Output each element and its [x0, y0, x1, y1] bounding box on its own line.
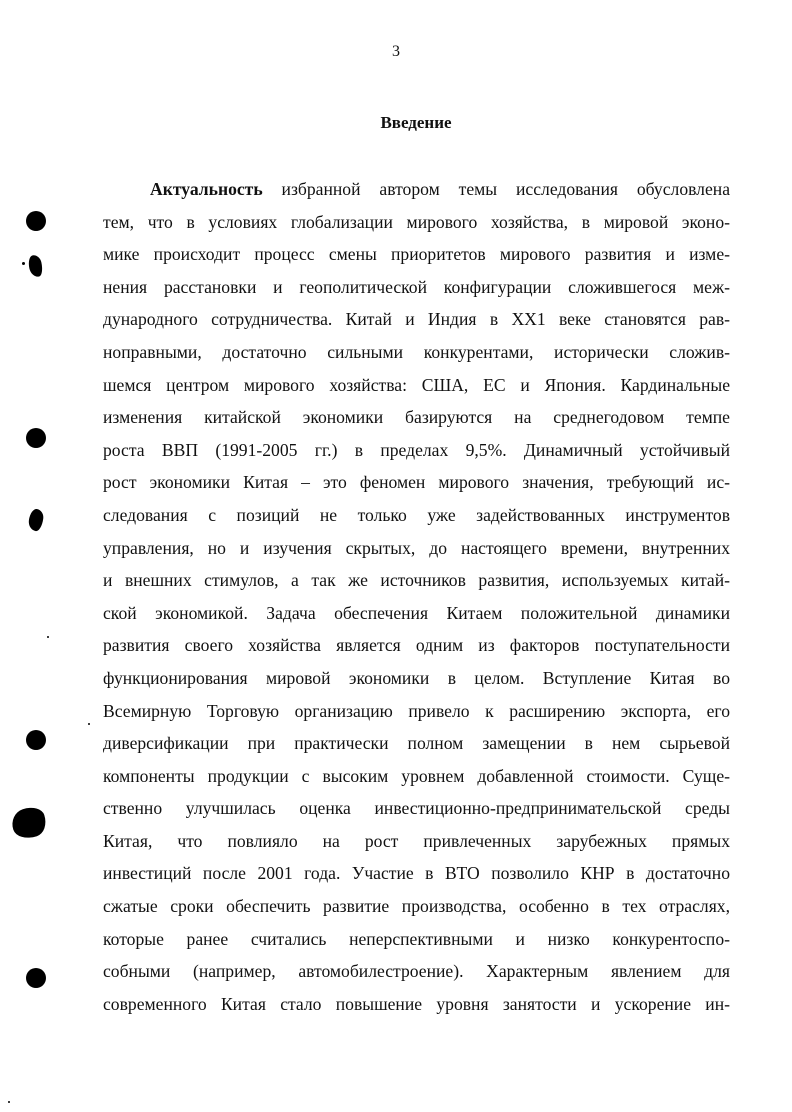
scan-speck-1 [47, 636, 49, 638]
paragraph-line: дународного сотрудничества. Китай и Индия в XX1 веке становятся рав- [103, 309, 730, 330]
paragraph-line: инвестиций после 2001 года. Участие в ВТО позволило КНР в достаточно [103, 863, 730, 884]
paragraph-line [103, 173, 730, 206]
paragraph-line: сжатые сроки обеспечить развитие производства, особенно в тех отраслях, [103, 896, 730, 917]
paragraph-line: нения расстановки и геополитической конфигурации сложившегося меж- [103, 276, 730, 297]
paragraph-line: и внешних стимулов, а так же источников развития, используемых китай- [103, 570, 730, 591]
paragraph-line: ноправными, достаточно сильными конкурентами, исторически сложив- [103, 341, 730, 362]
scan-blot-2 [28, 508, 45, 532]
paragraph-line: изменения китайской экономики базируются на среднегодовом темпе [103, 407, 730, 428]
paragraph-line: компоненты продукции с высоким уровнем добавленной стоимости. Суще- [103, 765, 730, 786]
paragraph-line: шемся центром мирового хозяйства: США, ЕС и Япония. Кардинальные [103, 374, 730, 395]
paragraph-line: Китая, что повлияло на рост привлеченных зарубежных прямых [103, 830, 730, 851]
lead-term: Актуальность [150, 179, 263, 199]
paragraph-line: Всемирную Торговую организацию привело к расширению экспорта, его [103, 700, 730, 721]
paragraph-line: развития своего хозяйства является одним из факторов поступательности [103, 635, 730, 656]
binding-hole-1 [26, 211, 46, 231]
paragraph-line: мике происходит процесс смены приоритетов мирового развития и изме- [103, 244, 730, 265]
binding-hole-3 [26, 730, 46, 750]
paragraph-line: рост экономики Китая – это феномен мирового значения, требующий ис- [103, 472, 730, 493]
paragraph-line: функционирования мировой экономики в целом. Вступление Китая во [103, 667, 730, 688]
paragraph-line: которые ранее считались неперспективными и низко конкурентоспо- [103, 928, 730, 949]
paragraph-line: собными (например, автомобилестроение). Характерным явлением для [103, 961, 730, 982]
paragraph-line: роста ВВП (1991-2005 гг.) в пределах 9,5%. Динамичный устойчивый [103, 439, 730, 460]
scan-blot-1 [27, 254, 44, 278]
body-paragraph [103, 173, 730, 1020]
scan-speck-2 [88, 723, 90, 725]
scan-speck-3 [8, 1101, 10, 1103]
paragraph-line: управления, но и изучения скрытых, до настоящего времени, внутренних [103, 537, 730, 558]
paragraph-line: следования с позиций не только уже задействованных инструментов [103, 504, 730, 525]
paragraph-line: ской экономикой. Задача обеспечения Китаем положительной динамики [103, 602, 730, 623]
section-heading: Введение [380, 113, 452, 132]
scan-speck-4 [22, 262, 25, 265]
paragraph-line: современного Китая стало повышение уровня занятости и ускорение ин- [103, 993, 730, 1014]
paragraph-line-text: избранной автором темы исследования обусловлена [262, 179, 730, 199]
binding-hole-2 [26, 428, 46, 448]
paragraph-line: диверсификации при практически полном замещении в нем сырьевой [103, 733, 730, 754]
page-number: 3 [392, 43, 400, 60]
binding-hole-4 [26, 968, 46, 988]
paragraph-line: ственно улучшилась оценка инвестиционно-предпринимательской среды [103, 798, 730, 819]
paragraph-line: тем, что в условиях глобализации мирового хозяйства, в мировой эконо- [103, 211, 730, 232]
scan-blot-3 [8, 803, 50, 842]
